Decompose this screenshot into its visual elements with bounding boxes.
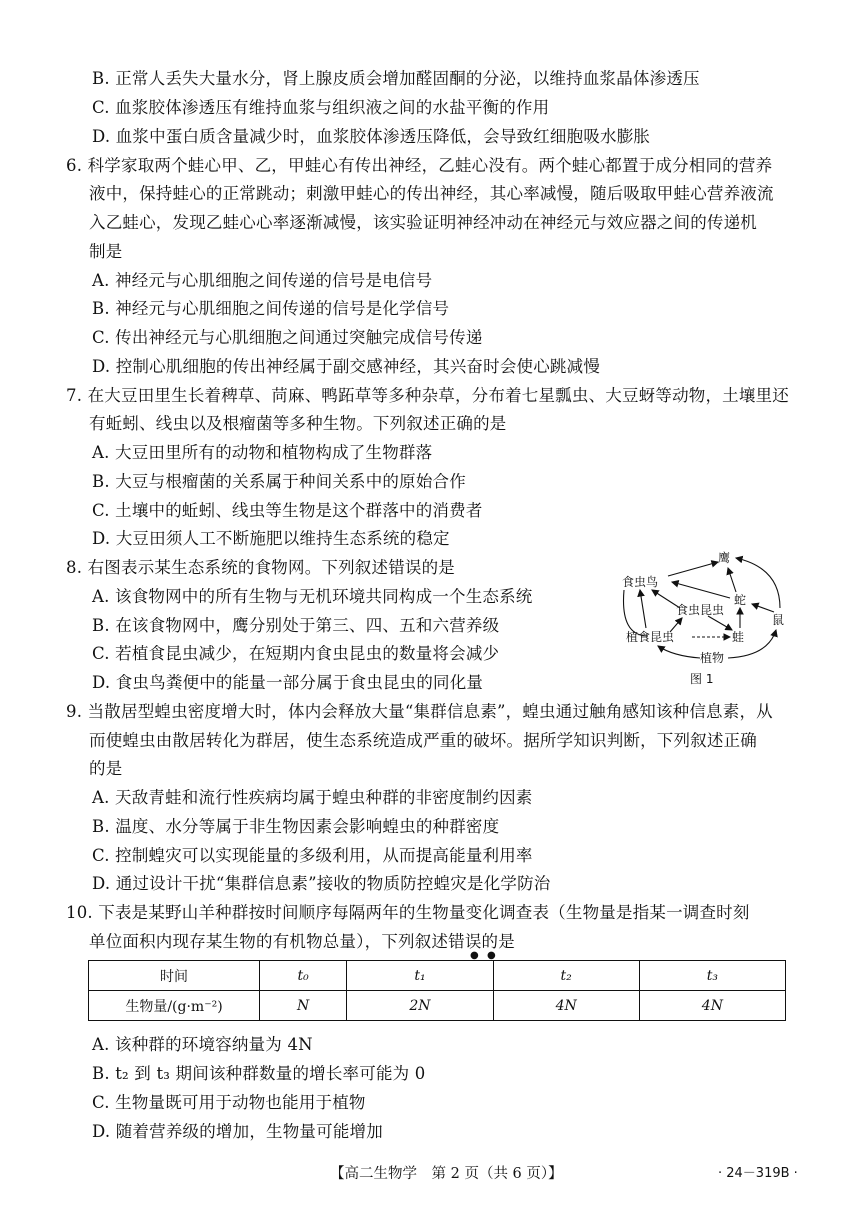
q5-option-c: C. 血浆胶体渗透压有维持血浆与组织液之间的水盐平衡的作用	[92, 98, 550, 117]
node-mouse: 鼠	[772, 613, 785, 627]
table-cell: 4N	[493, 991, 639, 1021]
emphasis-dot: ●	[470, 950, 479, 961]
q7-option-d: D. 大豆田须人工不断施肥以维持生态系统的稳定	[92, 529, 450, 548]
node-snake: 蛇	[734, 593, 747, 607]
q7-stem-line-1: 7. 在大豆田里生长着稗草、苘麻、鸭跖草等多种杂草，分布着七星瓢虫、大豆蚜等动物，土壤里还	[66, 386, 789, 405]
q9-stem-line-3: 的是	[89, 759, 123, 778]
q6-option-c: C. 传出神经元与心肌细胞之间通过突触完成信号传递	[92, 328, 483, 347]
table-cell: 时间	[89, 961, 260, 991]
q6-stem-line-1: 6. 科学家取两个蛙心甲、乙，甲蛙心有传出神经，乙蛙心没有。两个蛙心都置于成分相同的营养	[66, 156, 773, 175]
q10-option-c: C. 生物量既可用于动物也能用于植物	[92, 1093, 366, 1112]
q10-stem-line-2: 单位面积内现存某生物的有机物总量），下列叙述错误的是	[89, 932, 515, 951]
q9-stem-line-2: 而使蝗虫由散居转化为群居，使生态系统造成严重的破坏。据所学知识判断，下列叙述正确	[89, 731, 757, 750]
q6-option-a: A. 神经元与心肌细胞之间传递的信号是电信号	[92, 271, 433, 290]
table-header-row	[89, 961, 786, 991]
biomass-table	[88, 960, 786, 1021]
node-herbivorous-insect: 植食昆虫	[626, 630, 675, 644]
q5-option-b: B. 正常人丢失大量水分，肾上腺皮质会增加醛固酮的分泌，以维持血浆晶体渗透压	[92, 69, 700, 88]
q7-option-b: B. 大豆与根瘤菌的关系属于种间关系中的原始合作	[92, 472, 466, 491]
q10-option-a: A. 该种群的环境容纳量为 4N	[92, 1035, 313, 1054]
q6-stem-line-3: 入乙蛙心，发现乙蛙心心率逐渐减慢，该实验证明神经冲动在神经元与效应器之间的传递机	[89, 213, 757, 232]
q10-option-b: B. t₂ 到 t₃ 期间该种群数量的增长率可能为 0	[92, 1064, 426, 1083]
q8-option-a: A. 该食物网中的所有生物与无机环境共同构成一个生态系统	[92, 587, 533, 606]
footer-code: · 24－319B ·	[718, 1166, 798, 1181]
table-cell: t₂	[493, 961, 639, 991]
table-cell: t₁	[347, 961, 493, 991]
table-cell: t₀	[260, 961, 347, 991]
table-cell: 2N	[347, 991, 493, 1021]
node-eagle: 鹰	[718, 551, 731, 565]
q7-option-c: C. 土壤中的蚯蚓、线虫等生物是这个群落中的消费者	[92, 501, 483, 520]
node-insectivorous-insect: 食虫昆虫	[676, 603, 725, 617]
table-cell: 生物量/(g·m⁻²)	[89, 991, 260, 1021]
q8-option-c: C. 若植食昆虫减少，在短期内食虫昆虫的数量将会减少	[92, 644, 500, 663]
q9-option-d: D. 通过设计干扰“集群信息素”接收的物质防控蝗灾是化学防治	[92, 874, 551, 893]
q10-option-d: D. 随着营养级的增加，生物量可能增加	[92, 1122, 383, 1141]
q5-option-d: D. 血浆中蛋白质含量减少时，血浆胶体渗透压降低，会导致红细胞吸水膨胀	[92, 127, 651, 146]
q6-option-b: B. 神经元与心肌细胞之间传递的信号是化学信号	[92, 299, 450, 318]
q7-stem-line-2: 有蚯蚓、线虫以及根瘤菌等多种生物。下列叙述正确的是	[89, 414, 507, 433]
node-frog: 蛙	[732, 630, 745, 644]
q6-stem-line-4: 制是	[89, 242, 123, 261]
figure-label: 图 1	[690, 672, 714, 686]
emphasis-dot: ●	[487, 950, 496, 961]
node-insectivorous-bird: 食虫鸟	[622, 575, 659, 589]
node-plant: 植物	[700, 651, 725, 665]
q9-option-b: B. 温度、水分等属于非生物因素会影响蝗虫的种群密度	[92, 817, 500, 836]
q6-stem-line-2: 液中，保持蛙心的正常跳动；刺激甲蛙心的传出神经，其心率减慢，随后吸取甲蛙心营养液流	[89, 184, 774, 203]
footer-page-info: 【高二生物学 第 2 页（共 6 页）】	[330, 1166, 563, 1182]
table-cell: 4N	[639, 991, 785, 1021]
q8-option-b: B. 在该食物网中，鹰分别处于第三、四、五和六营养级	[92, 616, 500, 635]
q8-option-d: D. 食虫鸟粪便中的能量一部分属于食虫昆虫的同化量	[92, 673, 484, 692]
q9-stem-line-1: 9. 当散居型蝗虫密度增大时，体内会释放大量“集群信息素”，蝗虫通过触角感知该种信息素，从	[66, 702, 773, 721]
table-cell: t₃	[639, 961, 785, 991]
table-row	[89, 991, 786, 1021]
q8-stem: 8. 右图表示某生态系统的食物网。下列叙述错误的是	[66, 558, 455, 577]
table-cell: N	[260, 991, 347, 1021]
q9-option-a: A. 天敌青蛙和流行性疾病均属于蝗虫种群的非密度制约因素	[92, 788, 533, 807]
q10-stem-line-1: 10. 下表是某野山羊种群按时间顺序每隔两年的生物量变化调查表（生物量是指某一调查时刻	[66, 903, 750, 922]
q6-option-d: D. 控制心肌细胞的传出神经属于副交感神经，其兴奋时会使心跳减慢	[92, 357, 601, 376]
q9-option-c: C. 控制蝗灾可以实现能量的多级利用，从而提高能量利用率	[92, 846, 533, 865]
q7-option-a: A. 大豆田里所有的动物和植物构成了生物群落	[92, 443, 433, 462]
